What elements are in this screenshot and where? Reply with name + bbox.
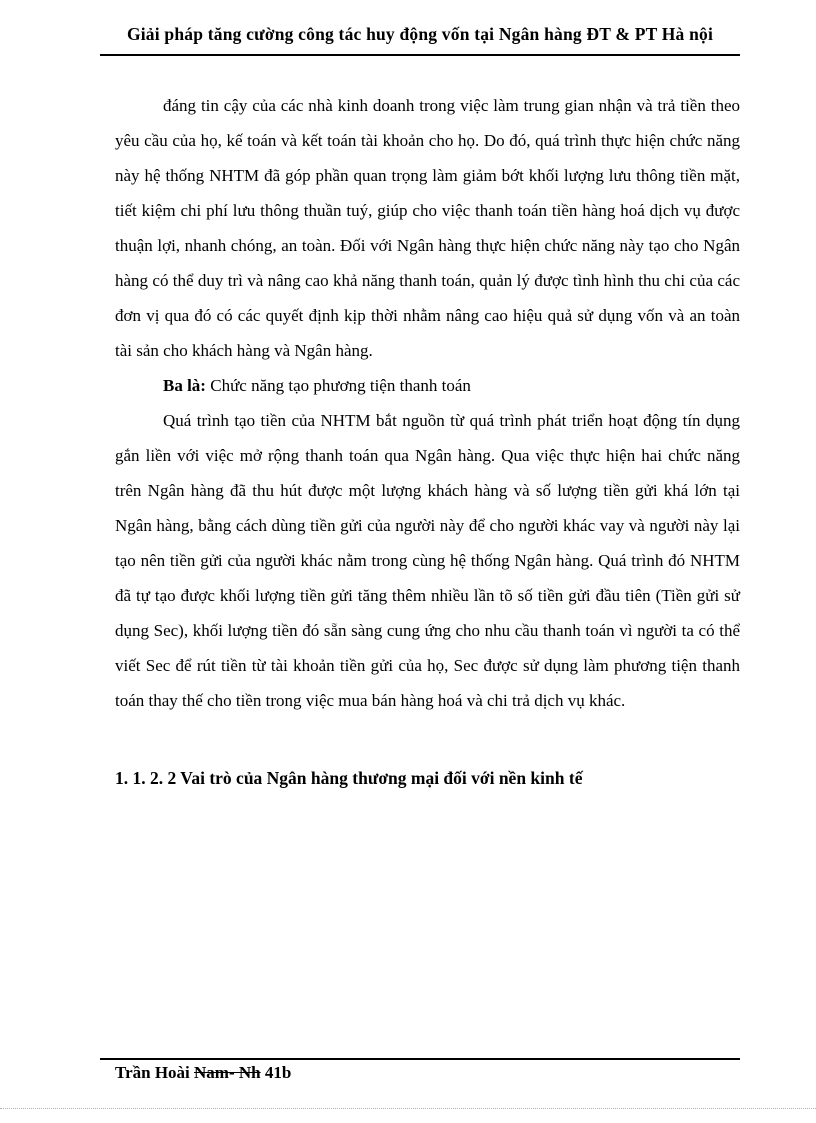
section-heading: 1. 1. 2. 2 Vai trò của Ngân hàng thương mại đối với nền kinh tế bbox=[115, 768, 583, 788]
body-paragraph-2: Quá trình tạo tiền của NHTM bắt nguồn từ quá trình phát triển hoạt động tín dụng gắn liền với việc mở rộng thanh toán qua Ngân hàng. Qua việc thực hiện hai chức năng trên Ngân hàng đã thu hút được một lượng khách hàng và số lượng tiền gửi khá lớn tại Ngân hàng, bằng cách dùng tiền gửi của người này để cho người khác vay và người này lại tạo nên tiền gửi của người khác nằm trong cùng hệ thống Ngân hàng. Quá trình đó NHTM đã tự tạo được khối lượng tiền gửi tăng thêm nhiều lần tõ số tiền gửi đầu tiên (Tiền gửi sử dụng Sec), khối lượng tiền đó sẵn sàng cung ứng cho nhu cầu thanh toán vì người ta có thể viết Sec để rút tiền từ tài khoản tiền gửi của họ, Sec được sử dụng làm phương tiện thanh toán thay thế cho tiền trong việc mua bán hàng hoá và chi trả dịch vụ khác. bbox=[115, 411, 740, 710]
page-header-title: Giải pháp tăng cường công tác huy động vốn tại Ngân hàng ĐT & PT Hà nội bbox=[100, 24, 740, 56]
subheading-line bbox=[115, 368, 740, 403]
footer-author-suffix: 41b bbox=[260, 1063, 292, 1082]
document-body bbox=[115, 88, 740, 796]
body-paragraph-1: đáng tin cậy của các nhà kinh doanh trong việc làm trung gian nhận và trả tiền theo yêu cầu của họ, kế toán và kết toán tài khoản cho họ. Do đó, quá trình thực hiện chức năng này hệ thống NHTM đã góp phần quan trọng làm giảm bớt khối lượng lưu thông tiền mặt, tiết kiệm chi phí lưu thông thuần tuý, giúp cho việc thanh toán tiền hàng hoá dịch vụ được thuận lợi, nhanh chóng, an toàn. Đối với Ngân hàng thực hiện chức năng này tạo cho Ngân hàng có thể duy trì và nâng cao khả năng thanh toán, quản lý được tình hình thu chi của các đơn vị qua đó có các quyết định kịp thời nhằm nâng cao hiệu quả sử dụng vốn và an toàn tài sản cho khách hàng và Ngân hàng. bbox=[115, 96, 740, 360]
footer-author-prefix: Trần Hoài bbox=[115, 1063, 195, 1082]
page-bottom-dotted-divider bbox=[0, 1108, 816, 1109]
subheading-bold-label: Ba là: bbox=[163, 376, 206, 395]
subheading-text: Chức năng tạo phương tiện thanh toán bbox=[205, 376, 471, 395]
footer-author-struck: Nam- Nh bbox=[194, 1063, 261, 1082]
page-footer bbox=[100, 1058, 740, 1083]
footer-author-line bbox=[115, 1063, 740, 1083]
